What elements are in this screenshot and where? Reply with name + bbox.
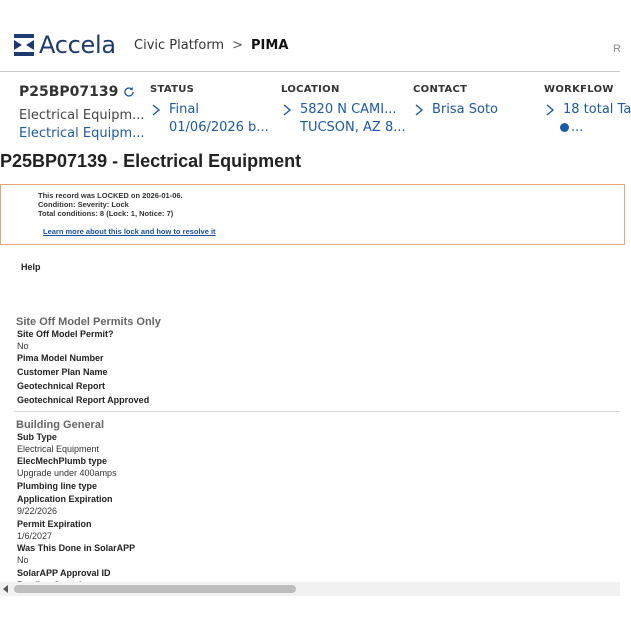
top-header bbox=[0, 0, 620, 72]
notice-condition-line: Condition: Severity: Lock bbox=[38, 200, 129, 209]
record-id bbox=[19, 84, 135, 100]
field-value: Electrical Equipment bbox=[17, 444, 100, 454]
workflow-column[interactable] bbox=[544, 84, 631, 135]
status-dot-icon bbox=[560, 123, 569, 132]
logo-text: Accela bbox=[39, 31, 116, 59]
field-label: ElecMechPlumb type bbox=[17, 456, 108, 466]
breadcrumb bbox=[134, 38, 288, 53]
lock-notice bbox=[0, 184, 625, 245]
chevron-right-icon: > bbox=[232, 38, 244, 53]
field-value: No bbox=[17, 341, 29, 351]
horizontal-scrollbar[interactable] bbox=[0, 582, 620, 596]
section-title-building-general: Building General bbox=[16, 419, 105, 431]
section-divider bbox=[14, 411, 620, 412]
help-link[interactable]: Help bbox=[21, 262, 41, 272]
notice-total-line: Total conditions: 8 (Lock: 1, Notice: 7) bbox=[38, 209, 174, 218]
chevron-right-icon bbox=[150, 103, 162, 117]
contact-name: Brisa Soto bbox=[432, 102, 499, 117]
field-label: Sub Type bbox=[17, 432, 57, 442]
field-label: Was This Done in SolarAPP bbox=[17, 543, 136, 553]
accela-logo-icon bbox=[14, 34, 34, 56]
scrollbar-thumb[interactable] bbox=[14, 585, 296, 593]
header-right-label[interactable]: R bbox=[613, 43, 621, 55]
field-label: Geotechnical Report bbox=[17, 381, 106, 391]
field-value: Upgrade under 400amps bbox=[17, 468, 117, 478]
field-value: 9/22/2026 bbox=[17, 506, 58, 516]
chevron-right-icon bbox=[544, 103, 556, 117]
page-title: P25BP07139 - Electrical Equipment bbox=[0, 151, 302, 171]
status-label: STATUS bbox=[150, 84, 195, 95]
scroll-left-icon[interactable] bbox=[3, 585, 8, 593]
field-label: Plumbing line type bbox=[17, 481, 98, 491]
record-type-link[interactable]: Electrical Equipm... bbox=[19, 126, 145, 141]
record-id-text: P25BP07139 bbox=[19, 84, 119, 100]
refresh-icon[interactable] bbox=[123, 86, 135, 98]
contact-column[interactable] bbox=[413, 84, 499, 117]
record-type: Electrical Equipm... bbox=[19, 108, 145, 123]
location-address: 5820 N CAMI... bbox=[300, 102, 397, 117]
contact-label: CONTACT bbox=[413, 84, 468, 95]
record-summary bbox=[0, 74, 631, 148]
workflow-label: WORKFLOW bbox=[544, 84, 614, 95]
lock-help-link[interactable]: Learn more about this lock and how to resolve it bbox=[43, 227, 216, 236]
field-label: Pima Model Number bbox=[17, 353, 104, 363]
field-value: No bbox=[17, 555, 29, 565]
notice-locked-line: This record was LOCKED on 2026-01-06. bbox=[38, 191, 183, 200]
section-title-site-off: Site Off Model Permits Only bbox=[16, 316, 161, 328]
location-label: LOCATION bbox=[281, 84, 340, 95]
accela-logo[interactable] bbox=[14, 32, 116, 58]
status-value: Final bbox=[169, 102, 199, 117]
field-label: Site Off Model Permit? bbox=[17, 329, 114, 339]
breadcrumb-parent[interactable]: Civic Platform bbox=[134, 38, 225, 53]
chevron-right-icon bbox=[413, 103, 425, 117]
field-label: Application Expiration bbox=[17, 494, 113, 504]
location-column[interactable] bbox=[281, 84, 406, 135]
breadcrumb-current: PIMA bbox=[251, 38, 289, 53]
page-bottom bbox=[0, 596, 620, 620]
field-label: Customer Plan Name bbox=[17, 367, 108, 377]
workflow-progress: ... bbox=[560, 120, 583, 135]
location-city: TUCSON, AZ 8... bbox=[300, 120, 406, 135]
field-label: Geotechnical Report Approved bbox=[17, 395, 150, 405]
chevron-right-icon bbox=[281, 103, 293, 117]
field-value: 1/6/2027 bbox=[17, 531, 53, 541]
status-date: 01/06/2026 b... bbox=[169, 120, 269, 135]
status-column[interactable] bbox=[150, 84, 269, 135]
workflow-tasks: 18 total Ta bbox=[563, 102, 631, 117]
field-label: SolarAPP Approval ID bbox=[17, 568, 111, 578]
field-label: Permit Expiration bbox=[17, 519, 92, 529]
